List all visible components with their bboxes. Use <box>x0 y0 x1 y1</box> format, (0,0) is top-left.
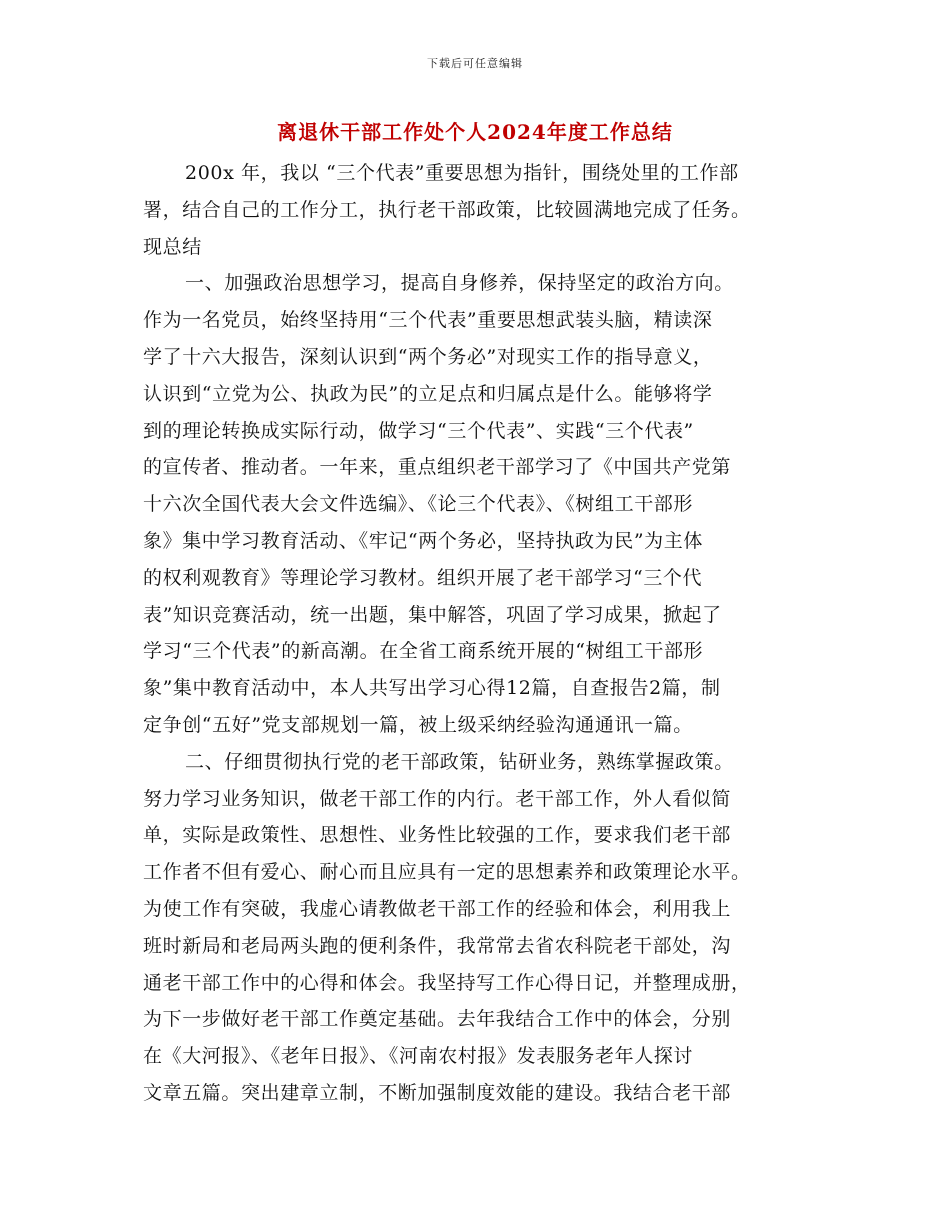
body-line: 作为一名党员，始终坚持用“三个代表”重要思想武装头脑，精读深 <box>143 309 713 332</box>
body-line: 一、加强政治思想学习，提高自身修养，保持坚定的政治方向。 <box>185 272 734 295</box>
body-line: 在《大河报》、《老年日报》、《河南农村报》发表服务老年人探讨 <box>143 1045 694 1068</box>
body-line: 认识到“立党为公、执政为民”的立足点和归属点是什么。能够将学 <box>143 382 713 405</box>
body-line: 定争创“五好”党支部规划一篇，被上级采纳经验沟通通讯一篇。 <box>143 713 693 736</box>
body-line: 班时新局和老局两头跑的便利条件，我常常去省农科院老干部处，沟 <box>143 934 732 957</box>
body-line: 为下一步做好老干部工作奠定基础。去年我结合工作中的体会，分别 <box>143 1008 732 1031</box>
body-line: 单，实际是政策性、思想性、业务性比较强的工作，要求我们老干部 <box>143 824 732 847</box>
body-line: 通老干部工作中的心得和体会。我坚持写工作心得日记，并整理成册， <box>143 971 751 994</box>
body-line: 200x 年，我以 “三个代表”重要思想为指针，围绕处里的工作部 <box>185 162 739 184</box>
body-line: 学习“三个代表”的新高潮。在全省工商系统开展的“树组工干部形 <box>143 640 704 663</box>
header-note: 下载后可任意编辑 <box>427 57 523 70</box>
document-title: 离退休干部工作处个人2024年度工作总结 <box>277 120 673 144</box>
body-line: 表”知识竞赛活动，统一出题，集中解答，巩固了学习成果，掀起了 <box>143 603 722 626</box>
body-line: 署，结合自己的工作分工，执行老干部政策，比较圆满地完成了任务。 <box>143 198 751 221</box>
body-line: 工作者不但有爱心、耐心而且应具有一定的思想素养和政策理论水平。 <box>143 861 751 884</box>
body-line: 现总结 <box>143 235 202 258</box>
body-line: 学了十六大报告，深刻认识到“两个务必”对现实工作的指导意义， <box>143 345 713 368</box>
body-line: 的宣传者、推动者。一年来，重点组织老干部学习了《中国共产党第 <box>143 456 732 479</box>
body-line: 为使工作有突破，我虚心请教做老干部工作的经验和体会，利用我上 <box>143 897 732 920</box>
document-body <box>143 155 811 1112</box>
body-line: 象”集中教育活动中，本人共写出学习心得12篇，自查报告2篇，制 <box>143 677 721 700</box>
body-line: 象》集中学习教育活动、《牢记“两个务必，坚持执政为民”为主体 <box>143 529 703 552</box>
body-line: 到的理论转换成实际行动，做学习“三个代表”、实践“三个代表” <box>143 419 694 442</box>
body-line: 文章五篇。突出建章立制，不断加强制度效能的建设。我结合老干部 <box>143 1081 732 1104</box>
body-line: 十六次全国代表大会文件选编》、《论三个代表》、《树组工干部形 <box>143 493 694 516</box>
body-line: 的权利观教育》等理论学习教材。组织开展了老干部学习“三个代 <box>143 566 703 589</box>
body-line: 努力学习业务知识，做老干部工作的内行。老干部工作，外人看似简 <box>143 787 732 810</box>
body-line: 二、仔细贯彻执行党的老干部政策，钻研业务，熟练掌握政策。 <box>185 750 734 773</box>
